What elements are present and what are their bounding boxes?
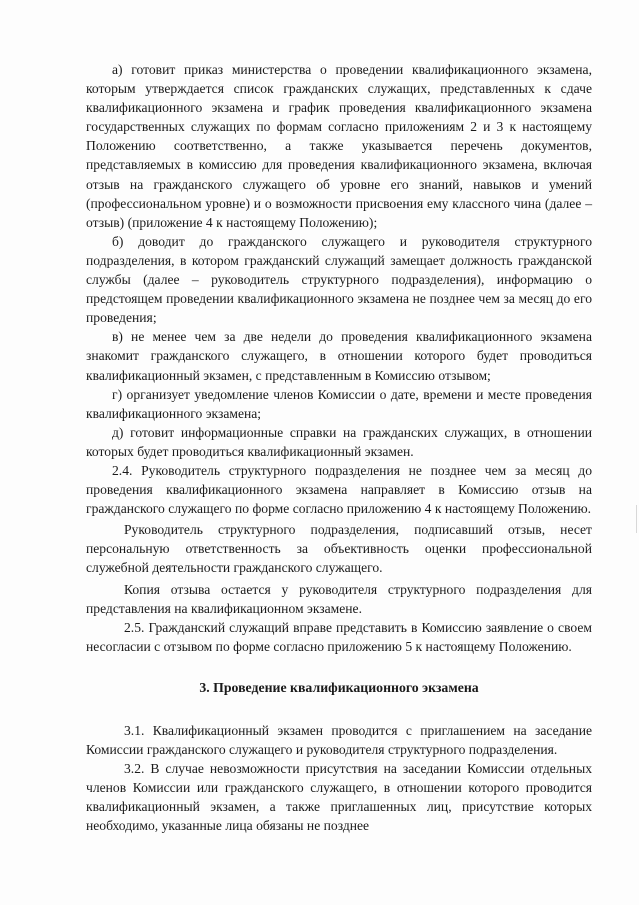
- paragraph-2-5: 2.5. Гражданский служащий вправе представить в Комиссию заявление о своем несогласии с отзывом по форме согласно приложению 5 к настоящему Положению.: [86, 619, 592, 654]
- paragraph-responsibility: Руководитель структурного подразделения, подписавший отзыв, несет персональную ответственность за объективность оценки профессиональной служебной деятельности гражданского служащего.: [86, 522, 592, 576]
- section-title: 3. Проведение квалификационного экзамена: [199, 679, 479, 695]
- document-body: [86, 60, 592, 836]
- paragraph-3-1: 3.1. Квалификационный экзамен проводится с приглашением на заседание Комиссии гражданского служащего и руководителя структурного подразделения.: [86, 723, 592, 758]
- paragraph-item-a: а) готовит приказ министерства о проведении квалификационного экзамена, которым утверждается список гражданских служащих, представленных к сдаче квалификационного экзамена и график проведения квалификационного экзамена государственных служащих по формам согласно приложениям 2 и 3 к настоящему Положению соответственно, а также указывается перечень документов, представляемых в комиссию для проведения квалификационного экзамена, включая отзыв на гражданского служащего об уровне его знаний, навыков и умений (профессиональном уровне) и о возможности присвоения ему классного чина (далее – отзыв) (приложение 4 к настоящему Положению);: [86, 62, 592, 230]
- paragraph-item-v: в) не менее чем за две недели до проведения квалификационного экзамена знакомит гражданского служащего, в отношении которого будет проводиться квалификационный экзамен, с представленным в Комиссию отзывом;: [86, 329, 592, 383]
- paragraph-2-4: 2.4. Руководитель структурного подразделения не позднее чем за месяц до проведения квалификационного экзамена направляет в Комиссию отзыв на гражданского служащего по форме согласно приложению 4 к настоящему Положению.: [86, 462, 592, 517]
- paragraph-item-b: б) доводит до гражданского служащего и руководителя структурного подразделения, в котором гражданский служащий замещает должность гражданской службы (далее – руководитель структурного подразделения), информацию о предстоящем проведении квалификационного экзамена не позднее чем за месяц до его проведения;: [86, 233, 592, 326]
- paragraph-review-copy: Копия отзыва остается у руководителя структурного подразделения для представления на квалификационном экзамене.: [86, 581, 592, 616]
- scan-edge-mark: [630, 505, 637, 533]
- paragraph-item-d: д) готовит информационные справки на гражданских служащих, в отношении которых будет проводиться квалификационный экзамен.: [86, 424, 592, 459]
- paragraph-3-2: 3.2. В случае невозможности присутствия на заседании Комиссии отдельных членов Комиссии или гражданского служащего, в отношении которого проводится квалификационный экзамен, а также приглашенных лиц, присутствие которых необходимо, указанные лица обязаны не позднее: [86, 761, 592, 834]
- paragraph-item-g: г) организует уведомление членов Комиссии о дате, времени и месте проведения квалификационного экзамена;: [86, 386, 592, 421]
